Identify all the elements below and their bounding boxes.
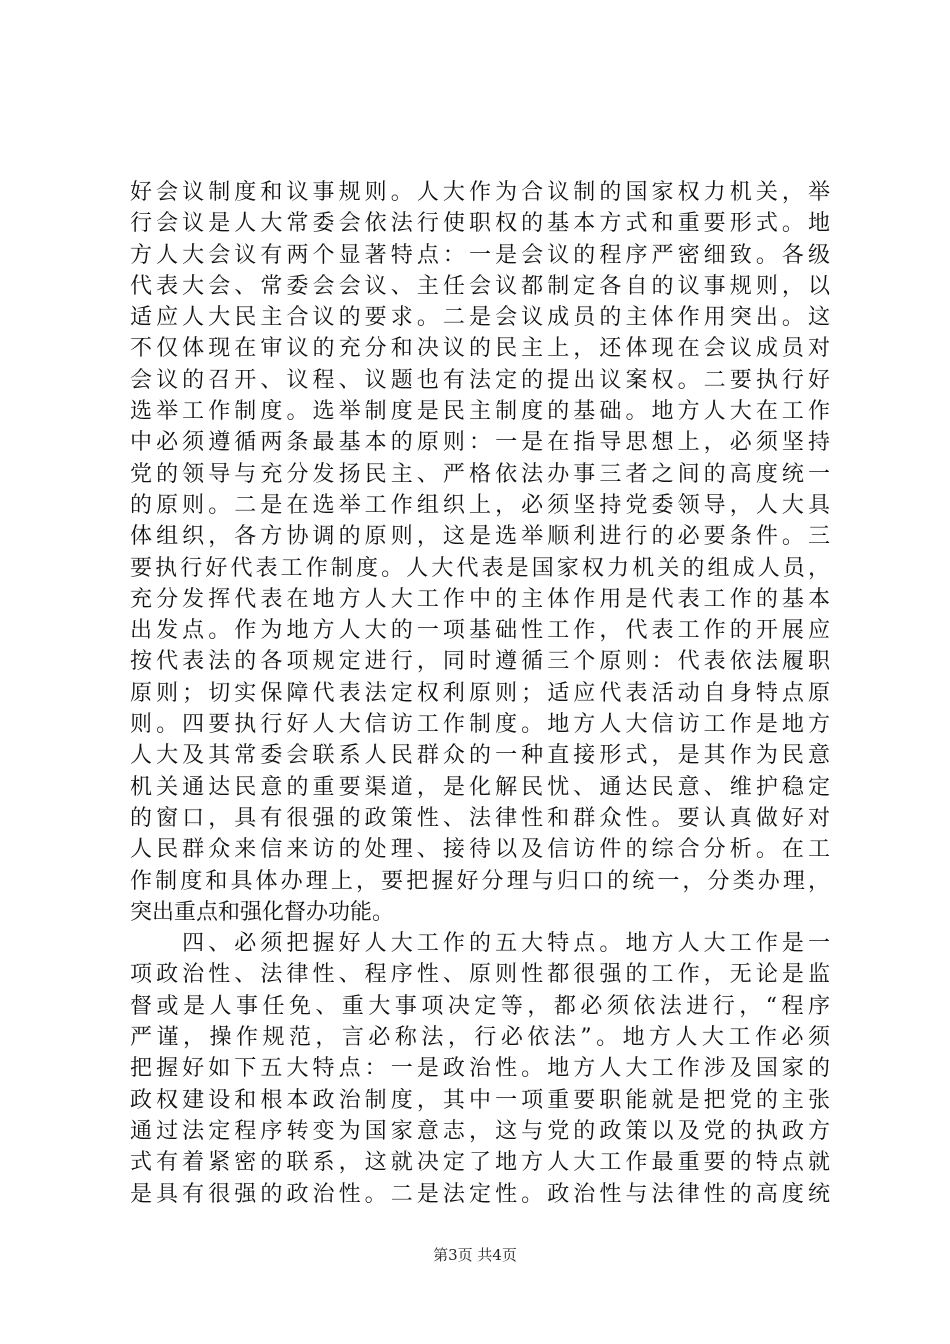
text-line: 的原则。二是在选举工作组织上，必须坚持党委领导，人大具 xyxy=(130,492,830,518)
text-line: 政权建设和根本政治制度，其中一项重要职能就是把党的主张 xyxy=(130,1087,830,1113)
text-line: 项政治性、法律性、程序性、原则性都很强的工作，无论是监 xyxy=(130,962,830,988)
text-line: 不仅体现在审议的充分和决议的民主上，还体现在会议成员对 xyxy=(130,336,830,362)
text-line: 通过法定程序转变为国家意志，这与党的政策以及党的执政方 xyxy=(130,1118,830,1144)
text-line: 人大及其常委会联系人民群众的一种直接形式，是其作为民意 xyxy=(130,743,830,769)
text-line: 党的领导与充分发扬民主、严格依法办事三者之间的高度统一 xyxy=(130,461,830,487)
text-line: 按代表法的各项规定进行，同时遵循三个原则：代表依法履职 xyxy=(130,649,830,675)
text-line: 的窗口，具有很强的政策性、法律性和群众性。要认真做好对 xyxy=(130,805,830,831)
text-line: 突出重点和强化督办功能。 xyxy=(130,899,395,925)
text-line: 把握好如下五大特点：一是政治性。地方人大工作涉及国家的 xyxy=(130,1056,830,1082)
text-line: 原则；切实保障代表法定权利原则；适应代表活动自身特点原 xyxy=(130,680,830,706)
text-line: 严谨，操作规范，言必称法，行必依法”。地方人大工作必须 xyxy=(130,1025,830,1051)
text-line: 是具有很强的政治性。二是法定性。政治性与法律性的高度统 xyxy=(130,1181,830,1207)
text-line: 作制度和具体办理上，要把握好分理与归口的统一，分类办理， xyxy=(130,868,830,894)
page-number: 第3页 共4页 xyxy=(433,1246,517,1264)
text-line: 会议的召开、议程、议题也有法定的提出议案权。二要执行好 xyxy=(130,367,830,393)
text-line: 出发点。作为地方人大的一项基础性工作，代表工作的开展应 xyxy=(130,618,830,644)
text-line: 中必须遵循两条最基本的原则：一是在指导思想上，必须坚持 xyxy=(130,430,830,456)
text-line: 式有着紧密的联系，这就决定了地方人大工作最重要的特点就 xyxy=(130,1150,830,1176)
text-line: 代表大会、常委会会议、主任会议都制定各自的议事规则，以 xyxy=(130,273,830,299)
text-line: 四、必须把握好人大工作的五大特点。地方人大工作是一 xyxy=(130,931,830,957)
text-line: 人民群众来信来访的处理、接待以及信访件的综合分析。在工 xyxy=(130,837,830,863)
page-footer xyxy=(0,1244,950,1265)
text-line: 督或是人事任免、重大事项决定等，都必须依法进行，“程序 xyxy=(130,993,830,1019)
text-line: 适应人大民主合议的要求。二是会议成员的主体作用突出。这 xyxy=(130,305,830,331)
text-line: 机关通达民意的重要渠道，是化解民忧、通达民意、维护稳定 xyxy=(130,774,830,800)
body-text xyxy=(130,177,830,1210)
text-line: 选举工作制度。选举制度是民主制度的基础。地方人大在工作 xyxy=(130,399,830,425)
text-line: 行会议是人大常委会依法行使职权的基本方式和重要形式。地 xyxy=(130,211,830,237)
text-line: 充分发挥代表在地方人大工作中的主体作用是代表工作的基本 xyxy=(130,586,830,612)
text-line: 体组织，各方协调的原则，这是选举顺利进行的必要条件。三 xyxy=(130,524,830,550)
text-line: 好会议制度和议事规则。人大作为合议制的国家权力机关，举 xyxy=(130,180,830,205)
text-line: 方人大会议有两个显著特点：一是会议的程序严密细致。各级 xyxy=(130,242,830,268)
text-line: 则。四要执行好人大信访工作制度。地方人大信访工作是地方 xyxy=(130,712,830,738)
text-line: 要执行好代表工作制度。人大代表是国家权力机关的组成人员， xyxy=(130,555,830,581)
